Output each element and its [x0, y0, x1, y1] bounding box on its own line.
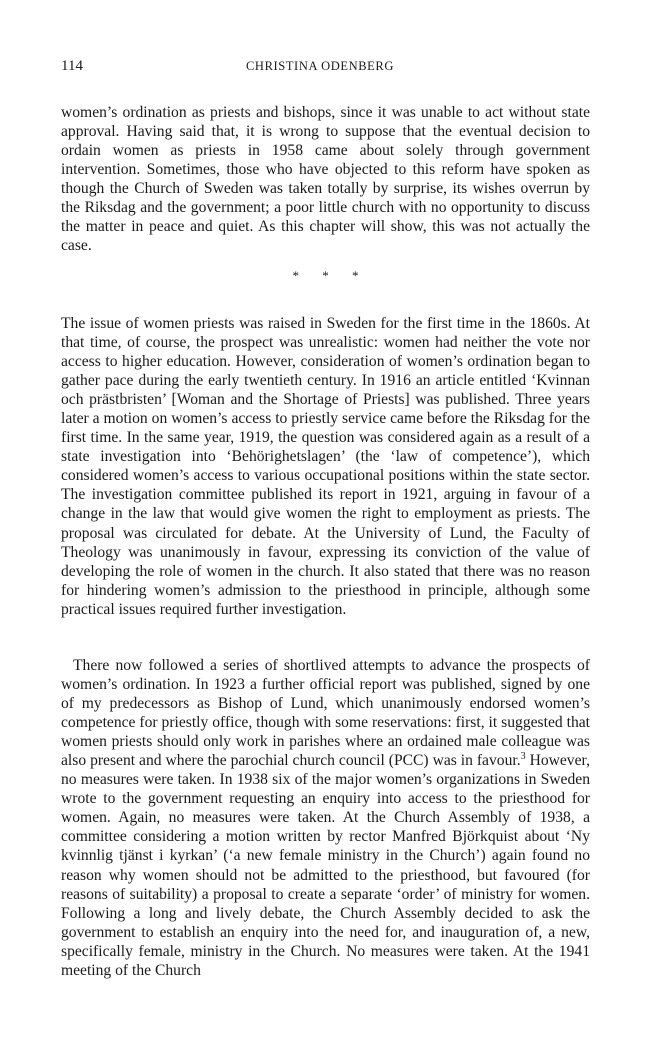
paragraph-text-part: There now followed a series of shortlived attempts to advance the prospects of women’s ordination. In 1923 a further official report was published, signed by one of my predecessors as Bishop of Lund, which unanimously endorsed women’s competence for priestly office, though with some reservations: first, it suggested that women priests should only work in parishes where an ordained male colleague was also present and where the parochial church council (PCC) was in favour.	[61, 657, 590, 770]
section-break-asterisk: *	[292, 268, 299, 283]
section-break-asterisk: *	[352, 268, 359, 283]
paragraph-text-part: However, no measures were taken. In 1938 six of the major women’s organizations in Sweden wrote to the government requesting an enquiry into access to the priesthood for women. Again, no measures were taken. At the Church Assembly of 1938, a committee considering a motion written by rector Manfred Björkquist about ‘Ny kvinnlig tjänst i kyrkan’ (‘a new female ministry in the Church’) again found no reason why women should not be admitted to the priesthood, but favoured (for reasons of suitability) a proposal to create a separate ‘order’ of ministry for women. Following a long and lively debate, the Church Assembly decided to ask the government to establish an enquiry into the need for, and inauguration of, a new, specifically female, ministry in the Church. No measures were taken. At the 1941 meeting of the Church	[61, 752, 590, 979]
running-head	[61, 58, 590, 78]
footnote-reference[interactable]: 3	[520, 751, 526, 763]
paragraph-3	[61, 656, 590, 980]
page-number: 114	[61, 58, 83, 74]
section-break-asterisk: *	[322, 268, 329, 283]
section-break	[61, 268, 590, 284]
running-title: CHRISTINA ODENBERG	[246, 59, 394, 73]
paragraph-text: The issue of women priests was raised in Sweden for the first time in the 1860s. At that time, of course, the prospect was unrealistic: women had neither the vote nor access to higher education. However, consideration of women’s ordination began to gather pace during the early twentieth century. In 1916 an article entitled ‘Kvinnan och prästbristen’ [Woman and the Shortage of Priests] was published. Three years later a motion on women’s access to priestly service came before the Riksdag for the first time. In the same year, 1919, the question was considered again as a result of a state investigation into ‘Behörighetslagen’ (the ‘law of competence’), which considered women’s access to various occupational positions within the state sector. The investigation committee published its report in 1921, arguing in favour of a change in the law that would give women the right to employment as priests. The proposal was circulated for debate. At the University of Lund, the Faculty of Theology was unanimously in favour, expressing its conviction of the value of developing the role of women in the church. It also stated that there was no reason for hindering women’s admission to the priesthood in principle, although some practical issues required further investigation.	[61, 315, 590, 618]
paragraph-text	[61, 656, 590, 980]
paragraph-1	[61, 103, 590, 255]
paragraph-2	[61, 314, 590, 619]
paragraph-text: women’s ordination as priests and bishops, since it was unable to act without state approval. Having said that, it is wrong to suppose that the eventual decision to ordain women as priests in 1958 came about solely through government intervention. Sometimes, those who have objected to this reform have spoken as though the Church of Sweden was taken totally by surprise, its wishes overrun by the Riksdag and the government; a poor little church with no opportunity to discuss the matter in peace and quiet. As this chapter will show, this was not actually the case.	[61, 104, 590, 255]
